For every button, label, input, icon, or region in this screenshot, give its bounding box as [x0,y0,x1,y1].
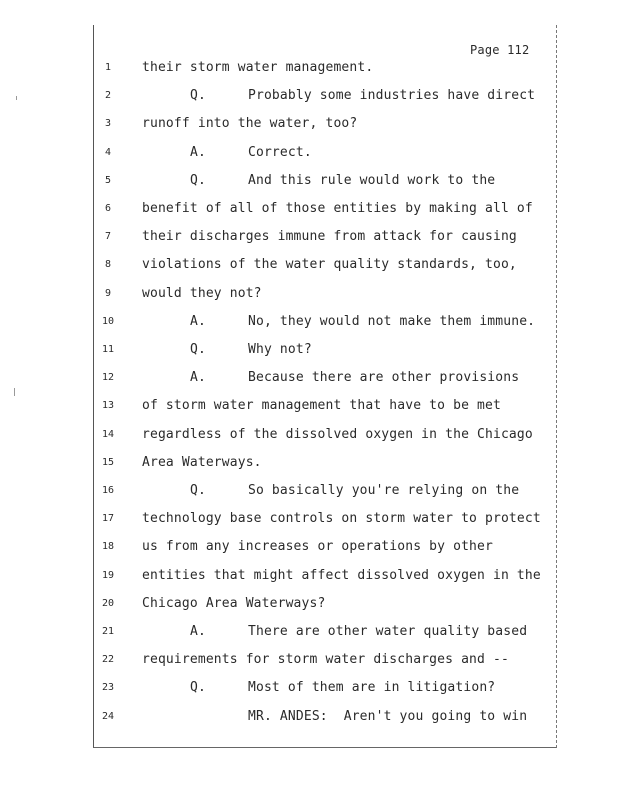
line-text: us from any increases or operations by other [142,539,493,555]
line-text: Q. [190,172,206,188]
line-text: requirements for storm water discharges and -- [142,652,509,668]
transcript-line [0,60,618,80]
line-number: 3 [104,118,112,130]
transcript-line [0,511,618,531]
line-text: There are other water quality based [248,624,528,639]
line-text: of storm water management that have to be met [142,398,501,414]
line-text: Q. [190,342,206,357]
line-number: 16 [101,485,115,496]
line-text: benefit of all of those entities by making all of [142,201,533,216]
line-number: 12 [101,372,115,384]
transcript-line [0,568,618,588]
line-text: Q. [190,680,206,696]
line-text: regardless of the dissolved oxygen in the Chicago [142,426,533,442]
line-text: technology base controls on storm water to protect [142,511,541,527]
transcript-line [0,257,618,277]
transcript-line [0,427,618,447]
transcript-line [0,229,618,249]
line-text: No, they would not make them immune. [248,313,536,329]
transcript-line [0,286,618,306]
transcript-line [0,201,618,221]
line-number: 22 [101,654,115,666]
line-number: 5 [104,174,112,186]
line-number: 19 [101,569,115,581]
line-text: A. [190,144,206,160]
line-number: 6 [104,203,112,214]
line-text: A. [190,313,206,329]
line-text: Probably some industries have direct [248,88,536,104]
transcript-line [0,455,618,475]
transcript-line [0,314,618,334]
line-text: entities that might affect dissolved oxygen in the [142,567,541,583]
transcript-line [0,88,618,108]
line-number: 2 [104,90,112,102]
line-text: violations of the water quality standards, too, [142,257,517,273]
transcript-line [0,398,618,418]
line-number: 23 [101,682,115,694]
line-text: Most of them are in litigation? [248,680,496,696]
line-number: 18 [101,541,115,553]
line-text: And this rule would work to the [248,172,496,188]
line-number: 4 [104,146,112,158]
transcript-line [0,342,618,362]
transcript-line [0,652,618,672]
line-text: A. [190,370,206,386]
line-text: would they not? [142,285,262,301]
transcript-line [0,624,618,644]
line-text: Q. [190,483,206,498]
transcript-line [0,709,618,729]
line-text: Because there are other provisions [248,370,520,386]
line-number: 24 [101,710,115,722]
transcript-line [0,539,618,559]
page-number: Page 112 [470,43,530,57]
transcript-line [0,370,618,390]
line-text: Why not? [248,342,312,357]
line-number: 15 [101,456,115,468]
transcript-line [0,145,618,165]
line-number: 21 [101,626,115,637]
line-number: 7 [104,231,112,243]
line-number: 14 [101,428,115,440]
line-text: A. [190,624,206,639]
line-number: 20 [101,597,115,609]
line-text: So basically you're relying on the [248,483,520,498]
line-text: MR. ANDES: Aren't you going to win [248,708,528,724]
line-number: 8 [104,259,112,271]
transcript-line [0,483,618,503]
line-text: their discharges immune from attack for causing [142,229,517,245]
line-text: Area Waterways. [142,454,262,470]
line-text: runoff into the water, too? [142,116,358,132]
line-number: 17 [101,513,115,525]
line-number: 10 [101,315,115,327]
line-number: 11 [101,344,115,355]
line-number: 1 [104,62,112,73]
transcript-line [0,116,618,136]
transcript-line [0,680,618,700]
line-text: Chicago Area Waterways? [142,595,326,611]
line-text: Correct. [248,144,312,160]
transcript-line [0,596,618,616]
line-number: 13 [101,400,115,412]
transcript-line [0,173,618,193]
line-text: Q. [190,88,206,104]
line-text: their storm water management. [142,60,374,75]
line-number: 9 [104,287,112,299]
